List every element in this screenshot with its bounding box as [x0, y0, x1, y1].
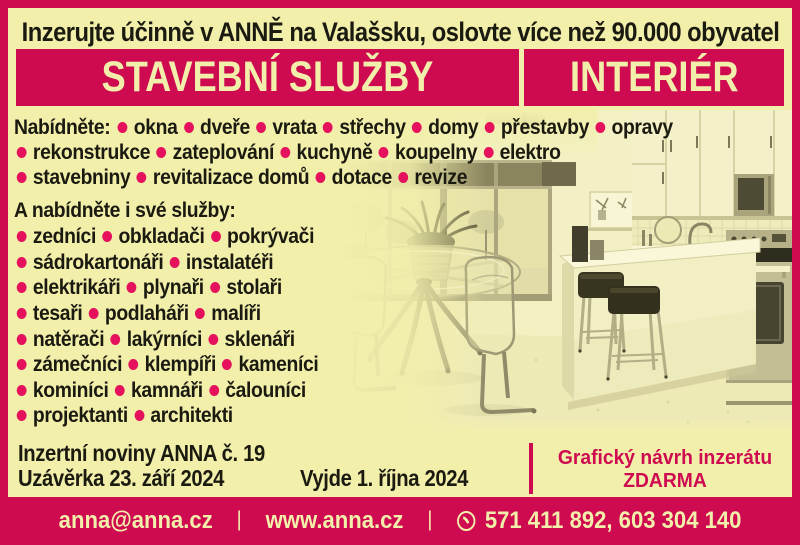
bullet-icon	[222, 359, 232, 370]
offer-item: domy	[428, 115, 479, 139]
service-item: čalouníci	[225, 377, 306, 402]
banner-right-text: INTERIÉR	[569, 53, 739, 101]
service-item: obkladači	[118, 224, 205, 249]
bullet-icon	[127, 282, 137, 293]
service-item: kamnáři	[131, 377, 203, 402]
bullet-icon	[412, 122, 422, 133]
offer-item: střechy	[339, 115, 406, 139]
bullet-icon	[118, 122, 128, 133]
bullet-icon	[17, 385, 27, 396]
bullet-icon	[379, 147, 389, 158]
bullet-icon	[195, 308, 205, 319]
bullet-line	[14, 140, 673, 165]
service-item: stolaři	[226, 275, 282, 300]
service-item: sádrokartonáři	[32, 249, 164, 274]
title-banner	[16, 49, 784, 106]
service-item: zedníci	[32, 224, 96, 249]
contact-phones: 571 411 892, 603 304 140	[484, 507, 742, 534]
bullet-line	[14, 115, 673, 140]
bullet-line	[14, 275, 318, 301]
banner-right-cell	[524, 49, 784, 106]
contact-separator: |	[236, 508, 242, 531]
bullet-icon	[210, 282, 220, 293]
service-item: klempíři	[144, 352, 217, 377]
offer-item: přestavby	[500, 115, 590, 139]
bullet-icon	[208, 334, 218, 345]
bullet-icon	[115, 385, 125, 396]
offer-item: okna	[133, 115, 178, 139]
bullet-line	[14, 326, 318, 352]
bullet-line	[14, 224, 318, 250]
bullet-icon	[280, 147, 290, 158]
service-item: instalatéři	[185, 249, 274, 274]
bullet-icon	[315, 172, 325, 183]
contact-phones-group	[456, 507, 741, 535]
offer-item: kuchyně	[296, 140, 373, 164]
contact-web: www.anna.cz	[265, 507, 404, 534]
footer-deadline: Uzávěrka 23. září 2024	[18, 465, 225, 491]
service-item: natěrači	[32, 326, 105, 351]
service-item: kominíci	[32, 377, 109, 402]
bullet-icon	[485, 122, 495, 133]
bullet-line	[14, 165, 673, 190]
bullet-icon	[17, 231, 27, 242]
service-item: pokrývači	[226, 224, 315, 249]
header-text: Inzerujte účinně v ANNĚ na Valašsku, oslovte více než 90.000 obyvatel	[21, 16, 779, 47]
services-heading: A nabídněte i své služby:	[14, 198, 236, 222]
banner-left-text: STAVEBNÍ SLUŽBY	[101, 53, 434, 101]
bullet-icon	[102, 231, 112, 242]
service-item: zámečníci	[32, 352, 123, 377]
service-item: lakýrníci	[126, 326, 203, 351]
offer-lines	[14, 115, 746, 190]
service-item: kameníci	[238, 352, 319, 377]
bullet-icon	[17, 359, 27, 370]
bullet-icon	[184, 122, 194, 133]
bullet-icon	[17, 410, 27, 421]
offer-item: vrata	[272, 115, 317, 139]
bullet-icon	[170, 257, 180, 268]
phone-icon	[456, 510, 476, 532]
service-item: sklenáři	[224, 326, 295, 351]
bullet-icon	[595, 122, 605, 133]
footer-issue: Inzertní noviny ANNA č. 19	[18, 440, 265, 466]
bullet-icon	[398, 172, 408, 183]
bullet-icon	[128, 359, 138, 370]
bullet-line	[14, 352, 318, 378]
offer-item: rekonstrukce	[32, 140, 151, 164]
bullet-icon	[209, 385, 219, 396]
bullet-icon	[256, 122, 266, 133]
bullet-icon	[17, 257, 27, 268]
bullet-line	[14, 301, 318, 327]
bullet-line	[14, 403, 318, 429]
footer-publish: Vyjde 1. října 2024	[300, 465, 469, 491]
service-item: tesaři	[32, 301, 83, 326]
offer-label: Nabídněte:	[14, 115, 111, 139]
promo-block	[538, 446, 792, 492]
offer-item: dveře	[200, 115, 250, 139]
service-item: podlaháři	[104, 301, 189, 326]
offer-item: stavebniny	[32, 165, 131, 189]
bullet-icon	[17, 334, 27, 345]
bullet-icon	[111, 334, 121, 345]
promo-line2: ZDARMA	[623, 469, 707, 492]
bullet-icon	[134, 410, 144, 421]
bullet-icon	[17, 282, 27, 293]
offer-item: opravy	[611, 115, 673, 139]
offer-item: dotace	[331, 165, 392, 189]
bullet-icon	[211, 231, 221, 242]
contact-separator: |	[427, 508, 433, 531]
header	[8, 13, 792, 51]
bullet-icon	[17, 172, 27, 183]
contact-bar-content	[59, 507, 742, 535]
bullet-icon	[89, 308, 99, 319]
bullet-icon	[156, 147, 166, 158]
service-item: architekti	[150, 403, 233, 428]
service-item: plynaři	[142, 275, 204, 300]
bullet-icon	[483, 147, 493, 158]
offer-item: koupelny	[395, 140, 478, 164]
footer-divider	[529, 443, 533, 494]
bullet-line	[14, 378, 318, 404]
services-lines	[14, 224, 352, 429]
offer-item: revitalizace domů	[152, 165, 310, 189]
service-item: projektanti	[32, 403, 128, 428]
bullet-icon	[17, 147, 27, 158]
service-item: malíři	[211, 301, 261, 326]
bullet-icon	[17, 308, 27, 319]
promo-line1: Grafický návrh inzerátu	[557, 446, 773, 469]
bullet-icon	[137, 172, 147, 183]
contact-bar	[0, 497, 800, 545]
offer-item: elektro	[499, 140, 561, 164]
offer-item: revize	[414, 165, 468, 189]
contact-email: anna@anna.cz	[58, 507, 213, 534]
bullet-line	[14, 250, 318, 276]
offer-item: zateplování	[172, 140, 275, 164]
service-item: elektrikáři	[32, 275, 121, 300]
bullet-icon	[323, 122, 333, 133]
banner-left-cell	[16, 49, 519, 106]
